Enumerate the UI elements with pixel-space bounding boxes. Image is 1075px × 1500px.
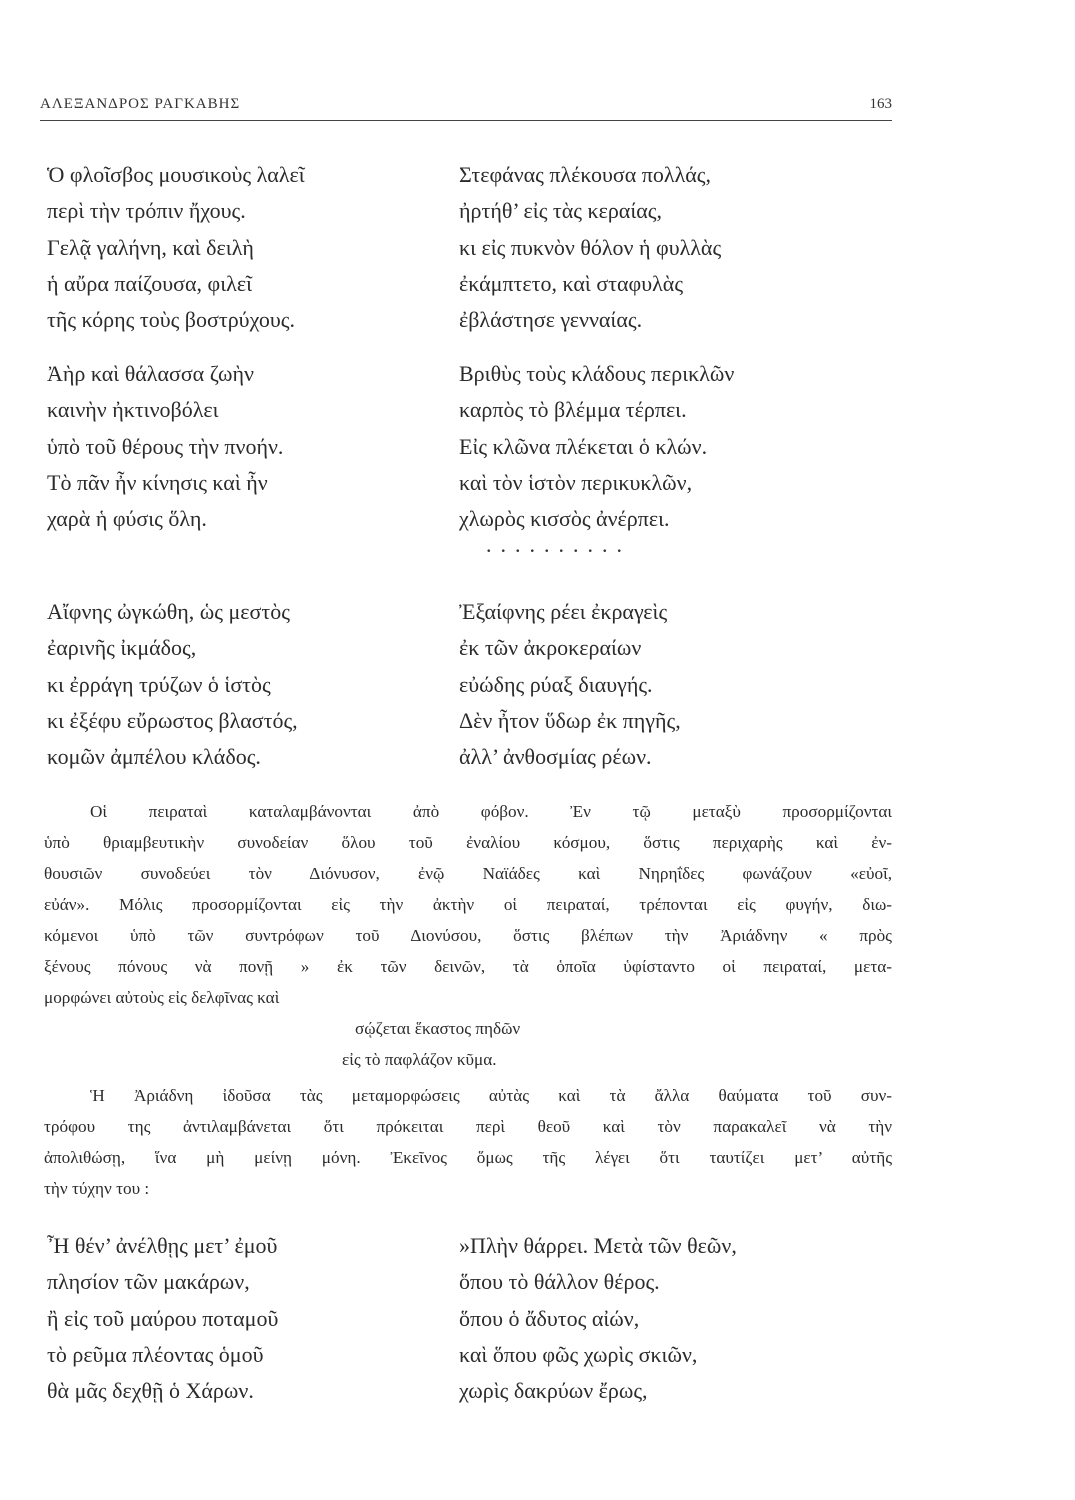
verse-line: χαρὰ ἡ φύσις ὅλη. <box>47 506 207 532</box>
verse-line: Στεφάνας πλέκουσα πολλάς, <box>459 162 711 187</box>
verse-line: κι ἐξέφυ εὔρωστος βλαστός, <box>47 707 298 733</box>
verse-line: Ἀὴρ καὶ θάλασσα ζωὴν <box>47 361 254 386</box>
verse-line: Βριθὺς τοὺς κλάδους περικλῶν <box>459 361 735 386</box>
verse-line: ἐκάμπτετο, καὶ σταφυλὰς <box>459 270 684 296</box>
verse-line: καινὴν ἠκτινοβόλει <box>47 397 219 423</box>
prose-line: κόμενοι ὑπὸ τῶν συντρόφων τοῦ Διονύσου, ὅστις βλέπων τὴν Ἀριάδνην « πρὸς <box>44 926 892 945</box>
verse-line: »Πλὴν θάρρει. Μετὰ τῶν θεῶν, <box>459 1233 737 1258</box>
prose-line: ὑπὸ θριαμβευτικὴν συνοδείαν ὅλου τοῦ ἐναλίου κόσμου, ὅστις περιχαρὴς καὶ ἐν- <box>44 833 892 852</box>
verse-line: Ἐξαίφνης ρέει ἐκραγεὶς <box>459 599 668 624</box>
verse-line: ὅπου τὸ θάλλον θέρος. <box>459 1269 660 1295</box>
verse-line: τῆς κόρης τοὺς βοστρύχους. <box>47 307 295 333</box>
verse-line: πλησίον τῶν μακάρων, <box>47 1269 250 1295</box>
stanza-3-right <box>459 594 681 775</box>
verse-line: ὑπὸ τοῦ θέρους τὴν πνοήν. <box>47 433 284 459</box>
stanza-2-right <box>459 356 734 537</box>
stanza-4-right <box>459 1228 737 1409</box>
prose-line: τρόφου της ἀντιλαμβάνεται ὅτι πρόκειται περὶ θεοῦ καὶ τὸν παρακαλεῖ νὰ τὴν <box>44 1117 892 1136</box>
prose-line: ἀπολιθώσῃ, ἵνα μὴ μείνῃ μόνη. Ἐκεῖνος ὅμως τῆς λέγει ὅτι ταυτίζει μετ’ αὐτῆς <box>44 1148 892 1167</box>
prose-paragraph-2 <box>44 1080 892 1204</box>
verse-line: θὰ μᾶς δεχθῇ ὁ Χάρων. <box>47 1378 254 1404</box>
verse-line: Τὸ πᾶν ἦν κίνησις καὶ ἦν <box>47 469 268 495</box>
prose-paragraph-1 <box>44 796 892 1013</box>
verse-line: ἡ αὔρα παίζουσα, φιλεῖ <box>47 270 252 296</box>
page-number: 163 <box>869 96 892 112</box>
verse-line: ἐβλάστησε γενναίας. <box>459 307 643 333</box>
verse-line: κι ἐρράγη τρύζων ὁ ἱστὸς <box>47 671 271 697</box>
prose-line: Ἡ Ἀριάδνη ἰδοῦσα τὰς μεταμορφώσεις αὐτὰς καὶ τὰ ἄλλα θαύματα τοῦ συν- <box>90 1086 892 1105</box>
header-rule <box>40 120 892 121</box>
prose-line: ξένους πόνους νὰ πονῇ » ἐκ τῶν δεινῶν, τὰ ὁποῖα ὑφίσταντο οἱ πειραταί, μετα- <box>44 957 892 976</box>
verse-line: Ὁ φλοῖσβος μουσικοὺς λαλεῖ <box>47 162 305 187</box>
verse-line: ἐκ τῶν ἀκροκεραίων <box>459 635 642 661</box>
header-author: ΑΛΕΞΑΝΔΡΟΣ ΡΑΓΚΑΒΗΣ <box>40 96 241 112</box>
verse-line: Αἴφνης ὠγκώθη, ὡς μεστὸς <box>47 599 290 624</box>
prose-line: εὐάν». Μόλις προσορμίζονται εἰς τὴν ἀκτὴν οἱ πειραταί, τρέπονται εἰς φυγήν, διω- <box>44 895 892 914</box>
verse-line: περὶ τὴν τρόπιν ἤχους. <box>47 198 246 224</box>
verse-line: ἢ εἰς τοῦ μαύρου ποταμοῦ <box>47 1305 279 1331</box>
verse-line: κομῶν ἀμπέλου κλάδος. <box>47 744 261 770</box>
verse-line: ἠρτήθ’ εἰς τὰς κεραίας, <box>459 198 662 224</box>
verse-line: κι εἰς πυκνὸν θόλον ἡ φυλλὰς <box>459 234 722 260</box>
quoted-line: εἰς τὸ παφλάζον κῦμα. <box>342 1050 497 1069</box>
verse-line: χωρὶς δακρύων ἔρως, <box>459 1378 648 1404</box>
stanza-1-right <box>459 157 721 338</box>
running-header <box>40 92 892 122</box>
verse-line: ὅπου ὁ ἄδυτος αἰών, <box>459 1305 640 1331</box>
prose-line: θουσιῶν συνοδεύει τὸν Διόνυσον, ἐνῷ Ναϊάδες καὶ Νηρηΐδες φωνάζουν «εὐοῖ, <box>44 864 892 883</box>
verse-line: Εἰς κλῶνα πλέκεται ὁ κλών. <box>459 433 708 459</box>
verse-line: εὐώδης ρύαξ διαυγής. <box>459 671 653 697</box>
verse-line: Δὲν ἦτον ὕδωρ ἐκ πηγῆς, <box>459 707 681 733</box>
verse-line: Ἦ θέν’ ἀνέλθῃς μετ’ ἐμοῦ <box>47 1233 278 1258</box>
verse-line: καρπὸς τὸ βλέμμα τέρπει. <box>459 397 687 423</box>
verse-line: Γελᾷ γαλήνη, καὶ δειλὴ <box>47 234 254 260</box>
prose-line: Οἱ πειραταὶ καταλαμβάνονται ἀπὸ φόβον. Ἐν τῷ μεταξὺ προσορμίζονται <box>90 802 892 821</box>
stanza-4-left <box>47 1228 278 1409</box>
stanza-2-left <box>47 356 283 537</box>
quoted-line: σῴζεται ἕκαστος πηδῶν <box>355 1019 521 1038</box>
prose-line: μορφώνει αὐτοὺς εἰς δελφῖνας καὶ <box>44 988 280 1007</box>
ellipsis-dots: .......... <box>486 532 631 557</box>
verse-line: καὶ τὸν ἱστὸν περικυκλῶν, <box>459 469 693 495</box>
verse-line: χλωρὸς κισσὸς ἀνέρπει. <box>459 506 670 532</box>
verse-line: ἀλλ’ ἀνθοσμίας ρέων. <box>459 744 652 770</box>
verse-line: καὶ ὅπου φῶς χωρὶς σκιῶν, <box>459 1341 698 1367</box>
stanza-1-left <box>47 157 305 338</box>
stanza-3-left <box>47 594 298 775</box>
verse-line: τὸ ρεῦμα πλέοντας ὁμοῦ <box>47 1341 264 1367</box>
prose-line: τὴν τύχην του : <box>44 1179 150 1198</box>
verse-line: ἐαρινῆς ἰκμάδος, <box>47 635 197 661</box>
